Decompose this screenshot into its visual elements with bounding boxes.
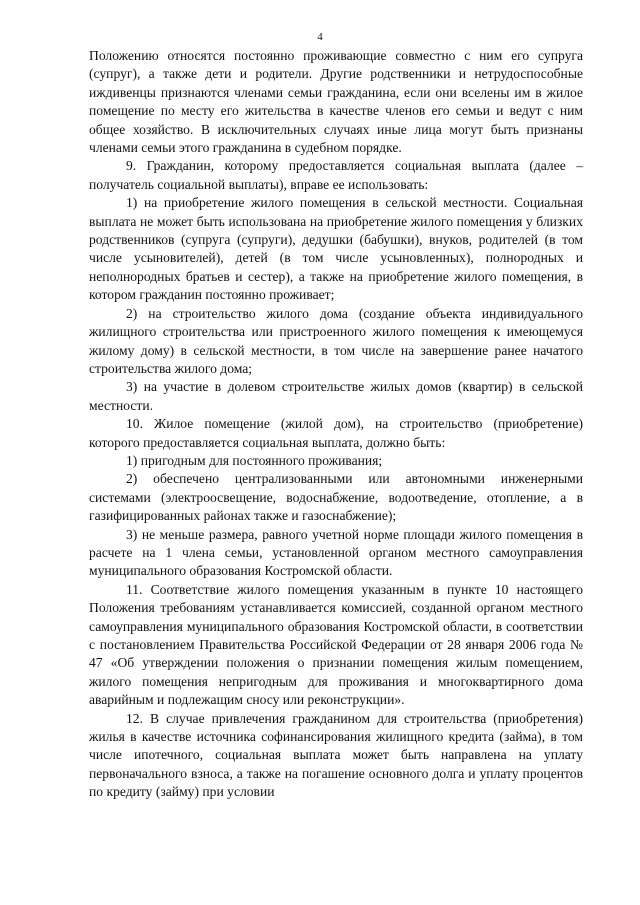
paragraph-clause-10: 10. Жилое помещение (жилой дом), на строительство (приобретение) которого предоставляется социальная выплата, должно быть: bbox=[89, 416, 583, 450]
paragraph-continuation: Положению относятся постоянно проживающие совместно с ним его супруга (супруг), а также дети и родители. Другие родственники и нетрудоспособные иждивенцы признаются членами семьи гражданина, если они вселены им в жилое помещение по месту его жительства в качестве членов его семьи и ведут с ним общее хозяйство. В исключительных случаях иные лица могут быть признаны членами семьи этого гражданина в судебном порядке. bbox=[89, 48, 583, 156]
page-number: 4 bbox=[317, 31, 323, 43]
paragraph-clause-10-item-3: 3) не меньше размера, равного учетной норме площади жилого помещения в расчете на 1 члена семьи, установленной органом местного самоуправления муниципального образования Костромской области. bbox=[89, 526, 583, 579]
paragraph-clause-9-item-1: 1) на приобретение жилого помещения в сельской местности. Социальная выплата не может быть использована на приобретение жилого помещения у близких родственников (супруга (супруги), дедушки (бабушки), внуков, родителей (в том числе усыновителей), детей (в том числе усыновленных), полнородных и неполнородных братьев и сестер), а также на приобретение жилого помещения, в котором гражданин постоянно проживает; bbox=[89, 195, 583, 303]
paragraph-clause-9-item-3: 3) на участие в долевом строительстве жилых домов (квартир) в сельской местности. bbox=[89, 379, 583, 413]
paragraph-clause-9-item-2: 2) на строительство жилого дома (создание объекта индивидуального жилищного строительства или пристроенного жилого помещения к имеющемуся жилому дому) в сельской местности, в том числе на завершение ранее начатого строительства жилого дома; bbox=[89, 305, 583, 376]
document-body bbox=[89, 47, 583, 802]
paragraph-clause-9: 9. Гражданин, которому предоставляется социальная выплата (далее – получатель социальной выплаты), вправе ее использовать: bbox=[89, 158, 583, 192]
paragraph-clause-11: 11. Соответствие жилого помещения указанным в пункте 10 настоящего Положения требованиям устанавливается комиссией, созданной органом местного самоуправления муниципального образования Костромской области, в соответствии с постановлением Правительства Российской Федерации от 28 января 2006 года № 47 «Об утверждении положения о признании помещения жилым помещением, жилого помещения непригодным для проживания и многоквартирного дома аварийным и подлежащим сносу или реконструкции». bbox=[89, 581, 583, 708]
paragraph-clause-10-item-1: 1) пригодным для постоянного проживания; bbox=[126, 452, 383, 468]
paragraph-clause-12: 12. В случае привлечения гражданином для строительства (приобретения) жилья в качестве источника софинансирования жилищного кредита (займа), в том числе ипотечного, социальная выплата может быть направлена на уплату первоначального взноса, а также на погашение основного долга и уплату процентов по кредиту (займу) при условии bbox=[89, 710, 583, 800]
paragraph-clause-10-item-2: 2) обеспечено централизованными или автономными инженерными системами (электроосвещение, водоснабжение, водоотведение, отопление, а в газифицированных районах также и газоснабжение); bbox=[89, 471, 583, 524]
